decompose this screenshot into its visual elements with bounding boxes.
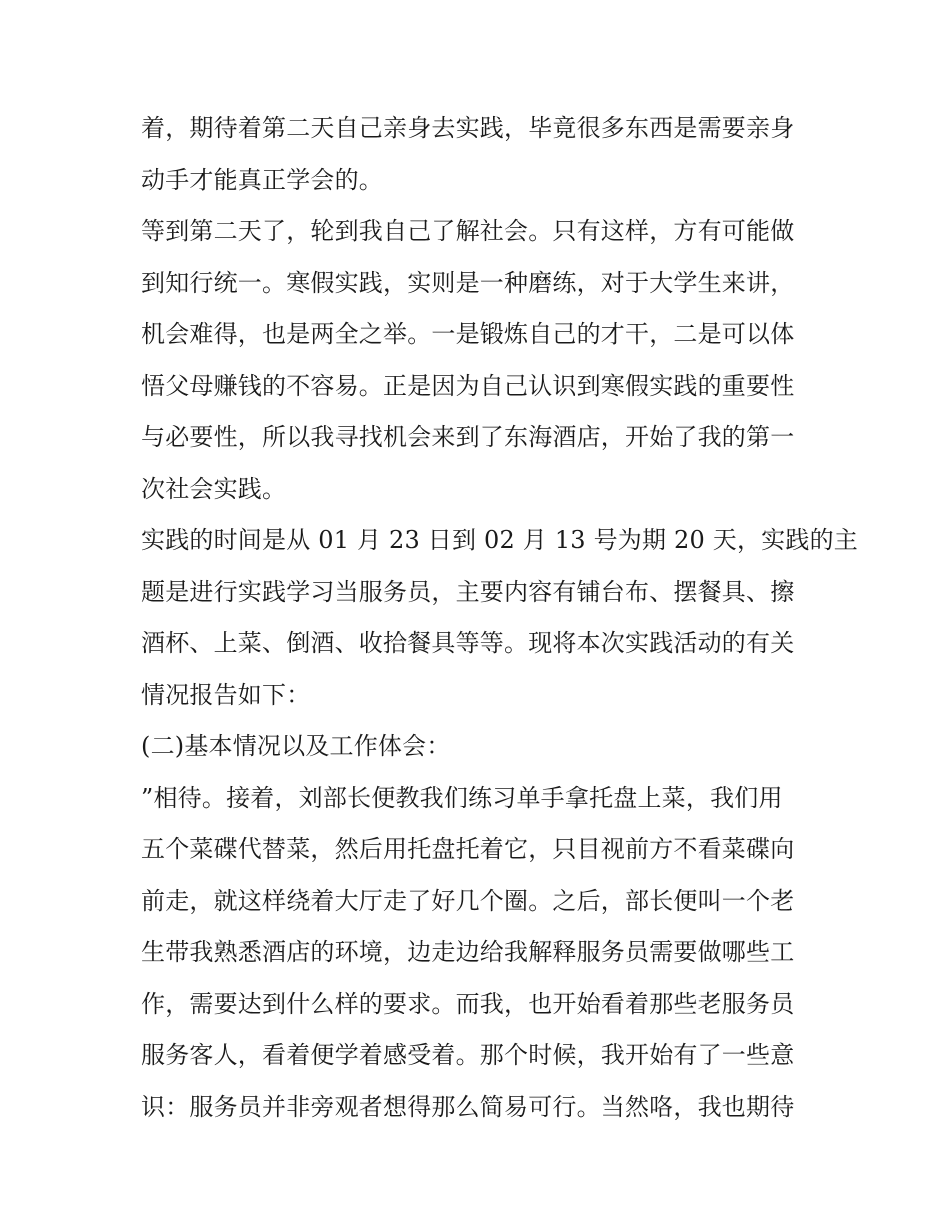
section-heading: (二)基本情况以及工作体会： bbox=[141, 732, 451, 760]
text-line: 题是进行实践学习当服务员，主要内容有铺台布、摆餐具、擦 bbox=[141, 577, 795, 606]
text-line: 酒杯、上菜、倒酒、收拾餐具等等。现将本次实践活动的有关 bbox=[141, 629, 795, 657]
text-line: 识：服务员并非旁观者想得那么简易可行。当然咯，我也期待 bbox=[141, 1092, 795, 1121]
text-line: 动手才能真正学会的。 bbox=[141, 165, 383, 194]
text-line: 与必要性，所以我寻找机会来到了东海酒店，开始了我的第一 bbox=[141, 423, 795, 451]
text-line: ”相待。接着，刘部长便教我们练习单手拿托盘上菜，我们用 bbox=[141, 783, 783, 812]
text-line: 到知行统一。寒假实践，实则是一种磨练，对于大学生来讲， bbox=[141, 268, 795, 297]
text-line: 次社会实践。 bbox=[141, 474, 287, 503]
text-line: 生带我熟悉酒店的环境，边走边给我解释服务员需要做哪些工 bbox=[141, 938, 795, 966]
text-line: 实践的时间是从 01 月 23 日到 02 月 13 号为期 20 天，实践的主 bbox=[141, 526, 858, 554]
text-line: 前走，就这样绕着大厅走了好几个圈。之后，部长便叫一个老 bbox=[141, 886, 795, 915]
text-line: 服务客人，看着便学着感受着。那个时候，我开始有了一些意 bbox=[141, 1041, 795, 1069]
text-line: 情况报告如下： bbox=[141, 680, 311, 709]
text-line: 五个菜碟代替菜，然后用托盘托着它，只目视前方不看菜碟向 bbox=[141, 835, 795, 863]
text-line: 着，期待着第二天自己亲身去实践，毕竟很多东西是需要亲身 bbox=[141, 114, 795, 142]
text-line: 机会难得，也是两全之举。一是锻炼自己的才干，二是可以体 bbox=[141, 320, 795, 348]
text-line: 悟父母赚钱的不容易。正是因为自己认识到寒假实践的重要性 bbox=[141, 371, 795, 400]
document-body bbox=[141, 103, 858, 1133]
text-line: 作，需要达到什么样的要求。而我，也开始看着那些老服务员 bbox=[141, 989, 795, 1018]
text-line: 等到第二天了，轮到我自己了解社会。只有这样，方有可能做 bbox=[141, 217, 795, 245]
